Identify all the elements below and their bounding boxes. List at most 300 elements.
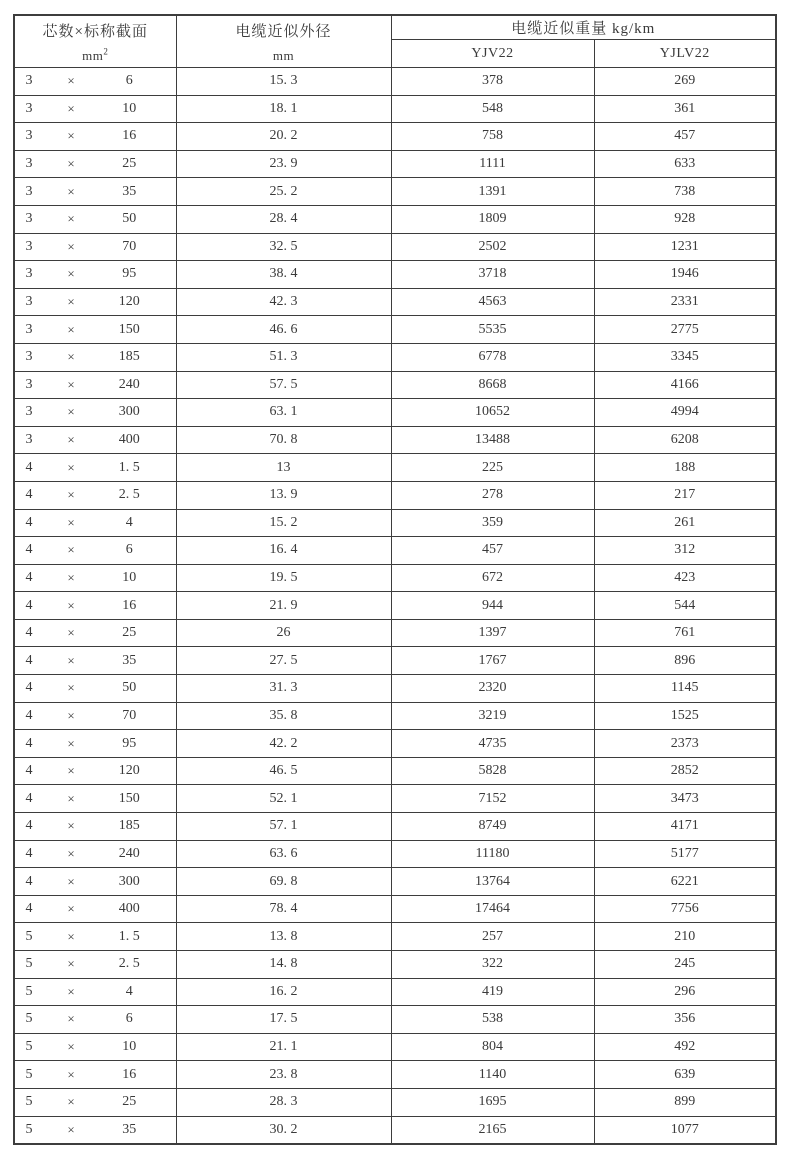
header-row-top [14, 15, 776, 40]
cell-weight-yjlv22: 245 [594, 951, 776, 979]
cell-outer-diameter: 17. 5 [176, 1006, 391, 1034]
cell-core-section [14, 509, 176, 537]
multiply-icon: × [67, 266, 75, 282]
header-yjlv22: YJLV22 [594, 40, 776, 68]
section-size: 6 [125, 1011, 133, 1027]
section-size: 95 [122, 266, 137, 282]
core-section-spec [15, 1122, 176, 1138]
multiply-icon: × [67, 901, 75, 917]
cell-weight-yjv22: 1695 [391, 1088, 594, 1116]
core-section-spec [15, 294, 176, 310]
cell-weight-yjlv22: 761 [594, 619, 776, 647]
section-size: 50 [122, 211, 137, 227]
section-size: 400 [118, 432, 140, 448]
core-section-unit-sup: 2 [103, 46, 109, 57]
cell-weight-yjv22: 257 [391, 923, 594, 951]
core-section-spec [15, 73, 176, 89]
cell-core-section [14, 619, 176, 647]
cell-outer-diameter: 20. 2 [176, 123, 391, 151]
cell-weight-yjv22: 2502 [391, 233, 594, 261]
section-size: 16 [122, 128, 137, 144]
multiply-icon: × [67, 983, 75, 999]
core-section-spec [15, 460, 176, 476]
core-count: 5 [25, 1011, 33, 1027]
table-row [14, 261, 776, 289]
cell-weight-yjv22: 758 [391, 123, 594, 151]
cell-outer-diameter: 57. 5 [176, 371, 391, 399]
cell-weight-yjv22: 8749 [391, 813, 594, 841]
cell-core-section [14, 1006, 176, 1034]
cell-core-section [14, 316, 176, 344]
section-size: 240 [118, 845, 140, 861]
table-row [14, 454, 776, 482]
core-section-spec [15, 128, 176, 144]
core-section-spec [15, 404, 176, 420]
core-count: 5 [25, 928, 33, 944]
section-size: 35 [122, 652, 137, 668]
section-size: 2. 5 [118, 956, 140, 972]
section-size: 300 [118, 873, 140, 889]
core-section-spec [15, 432, 176, 448]
core-count: 3 [25, 266, 33, 282]
cell-weight-yjlv22: 896 [594, 647, 776, 675]
table-row [14, 757, 776, 785]
core-count: 4 [25, 625, 33, 641]
section-size: 240 [118, 376, 140, 392]
cell-weight-yjv22: 4563 [391, 288, 594, 316]
table-row [14, 1033, 776, 1061]
core-count: 5 [25, 1039, 33, 1055]
section-size: 70 [122, 707, 137, 723]
multiply-icon: × [67, 1094, 75, 1110]
section-size: 70 [122, 238, 137, 254]
cell-weight-yjv22: 3219 [391, 702, 594, 730]
cell-weight-yjlv22: 261 [594, 509, 776, 537]
cell-outer-diameter: 63. 1 [176, 399, 391, 427]
cell-weight-yjv22: 1111 [391, 150, 594, 178]
cell-weight-yjv22: 1140 [391, 1061, 594, 1089]
table-row [14, 1116, 776, 1144]
cell-core-section [14, 288, 176, 316]
multiply-icon: × [67, 459, 75, 475]
cell-core-section [14, 978, 176, 1006]
core-count: 3 [25, 404, 33, 420]
cell-core-section [14, 675, 176, 703]
core-section-spec [15, 239, 176, 255]
cell-core-section [14, 951, 176, 979]
multiply-icon: × [67, 1011, 75, 1027]
cell-weight-yjv22: 322 [391, 951, 594, 979]
table-row [14, 426, 776, 454]
cell-core-section [14, 1088, 176, 1116]
core-count: 4 [25, 790, 33, 806]
core-count: 4 [25, 487, 33, 503]
multiply-icon: × [67, 818, 75, 834]
cell-outer-diameter: 78. 4 [176, 895, 391, 923]
multiply-icon: × [67, 652, 75, 668]
multiply-icon: × [67, 928, 75, 944]
cell-core-section [14, 730, 176, 758]
core-section-spec [15, 625, 176, 641]
cell-weight-yjlv22: 7756 [594, 895, 776, 923]
cell-outer-diameter: 46. 6 [176, 316, 391, 344]
cell-core-section [14, 233, 176, 261]
cell-weight-yjlv22: 2775 [594, 316, 776, 344]
cell-weight-yjlv22: 633 [594, 150, 776, 178]
table-row [14, 619, 776, 647]
cell-weight-yjlv22: 6208 [594, 426, 776, 454]
core-count: 5 [25, 1094, 33, 1110]
cell-outer-diameter: 13. 9 [176, 481, 391, 509]
cell-core-section [14, 647, 176, 675]
cell-weight-yjlv22: 899 [594, 1088, 776, 1116]
cell-core-section [14, 1061, 176, 1089]
multiply-icon: × [67, 376, 75, 392]
multiply-icon: × [67, 1066, 75, 1082]
core-count: 4 [25, 569, 33, 585]
multiply-icon: × [67, 707, 75, 723]
core-count: 3 [25, 100, 33, 116]
cell-core-section [14, 592, 176, 620]
multiply-icon: × [67, 432, 75, 448]
cell-weight-yjlv22: 423 [594, 564, 776, 592]
core-section-spec [15, 791, 176, 807]
section-size: 2. 5 [118, 487, 140, 503]
section-size: 10 [122, 569, 137, 585]
cell-weight-yjv22: 538 [391, 1006, 594, 1034]
core-section-spec [15, 736, 176, 752]
cell-weight-yjv22: 2165 [391, 1116, 594, 1144]
multiply-icon: × [67, 128, 75, 144]
cell-weight-yjv22: 419 [391, 978, 594, 1006]
table-row [14, 316, 776, 344]
cell-core-section [14, 399, 176, 427]
table-row [14, 1061, 776, 1089]
cell-weight-yjv22: 6778 [391, 343, 594, 371]
multiply-icon: × [67, 404, 75, 420]
core-section-spec [15, 1011, 176, 1027]
multiply-icon: × [67, 321, 75, 337]
multiply-icon: × [67, 569, 75, 585]
cell-weight-yjv22: 7152 [391, 785, 594, 813]
core-count: 4 [25, 845, 33, 861]
core-count: 5 [25, 983, 33, 999]
cell-outer-diameter: 21. 1 [176, 1033, 391, 1061]
core-section-spec [15, 874, 176, 890]
core-count: 4 [25, 735, 33, 751]
table-row [14, 205, 776, 233]
core-count: 4 [25, 514, 33, 530]
core-section-spec [15, 1067, 176, 1083]
cell-weight-yjlv22: 1231 [594, 233, 776, 261]
cell-weight-yjlv22: 361 [594, 95, 776, 123]
core-count: 3 [25, 128, 33, 144]
cell-weight-yjv22: 278 [391, 481, 594, 509]
cell-weight-yjv22: 3718 [391, 261, 594, 289]
cell-outer-diameter: 28. 3 [176, 1088, 391, 1116]
core-section-spec [15, 680, 176, 696]
multiply-icon: × [67, 73, 75, 89]
cell-weight-yjlv22: 1525 [594, 702, 776, 730]
core-section-spec [15, 846, 176, 862]
multiply-icon: × [67, 735, 75, 751]
section-size: 25 [122, 625, 137, 641]
core-section-spec [15, 984, 176, 1000]
table-header [14, 15, 776, 68]
header-outer-diameter [176, 15, 391, 68]
cell-weight-yjv22: 359 [391, 509, 594, 537]
table-row [14, 288, 776, 316]
cell-core-section [14, 895, 176, 923]
core-count: 5 [25, 1121, 33, 1137]
cell-weight-yjlv22: 356 [594, 1006, 776, 1034]
table-row [14, 95, 776, 123]
cell-weight-yjv22: 1397 [391, 619, 594, 647]
core-count: 4 [25, 680, 33, 696]
cell-weight-yjlv22: 2373 [594, 730, 776, 758]
cell-core-section [14, 454, 176, 482]
section-size: 95 [122, 735, 137, 751]
core-count: 3 [25, 432, 33, 448]
core-section-spec [15, 487, 176, 503]
cell-core-section [14, 481, 176, 509]
core-count: 4 [25, 763, 33, 779]
core-count: 4 [25, 901, 33, 917]
table-row [14, 564, 776, 592]
section-size: 4 [125, 514, 133, 530]
section-size: 16 [122, 597, 137, 613]
multiply-icon: × [67, 211, 75, 227]
core-section-spec [15, 708, 176, 724]
multiply-icon: × [67, 294, 75, 310]
cell-weight-yjlv22: 2852 [594, 757, 776, 785]
cell-core-section [14, 757, 176, 785]
section-size: 300 [118, 404, 140, 420]
cell-outer-diameter: 31. 3 [176, 675, 391, 703]
multiply-icon: × [67, 873, 75, 889]
cell-weight-yjlv22: 3345 [594, 343, 776, 371]
core-section-spec [15, 901, 176, 917]
header-outer-diameter-unit: mm [272, 47, 295, 63]
cell-weight-yjlv22: 210 [594, 923, 776, 951]
cell-outer-diameter: 14. 8 [176, 951, 391, 979]
section-size: 4 [125, 983, 133, 999]
cell-weight-yjlv22: 269 [594, 68, 776, 96]
section-size: 185 [118, 349, 140, 365]
cell-weight-yjlv22: 4994 [594, 399, 776, 427]
cell-weight-yjlv22: 492 [594, 1033, 776, 1061]
cell-weight-yjlv22: 544 [594, 592, 776, 620]
header-core-section-title: 芯数×标称截面 [42, 23, 148, 40]
section-size: 400 [118, 901, 140, 917]
table-row [14, 813, 776, 841]
core-count: 3 [25, 156, 33, 172]
section-size: 1. 5 [118, 928, 140, 944]
cell-outer-diameter: 23. 8 [176, 1061, 391, 1089]
section-size: 185 [118, 818, 140, 834]
cell-weight-yjv22: 2320 [391, 675, 594, 703]
cell-weight-yjv22: 5828 [391, 757, 594, 785]
cell-outer-diameter: 52. 1 [176, 785, 391, 813]
table-body [14, 68, 776, 1144]
core-section-spec [15, 818, 176, 834]
core-count: 3 [25, 294, 33, 310]
cell-weight-yjlv22: 639 [594, 1061, 776, 1089]
table-row [14, 399, 776, 427]
core-section-spec [15, 322, 176, 338]
core-count: 4 [25, 459, 33, 475]
cell-weight-yjv22: 804 [391, 1033, 594, 1061]
cell-weight-yjlv22: 4166 [594, 371, 776, 399]
cell-outer-diameter: 16. 2 [176, 978, 391, 1006]
table-row [14, 647, 776, 675]
section-size: 10 [122, 100, 137, 116]
core-count: 5 [25, 956, 33, 972]
cell-outer-diameter: 19. 5 [176, 564, 391, 592]
cell-outer-diameter: 42. 3 [176, 288, 391, 316]
core-section-spec [15, 598, 176, 614]
core-count: 4 [25, 652, 33, 668]
cell-core-section [14, 813, 176, 841]
section-size: 25 [122, 156, 137, 172]
multiply-icon: × [67, 625, 75, 641]
cell-weight-yjlv22: 1145 [594, 675, 776, 703]
core-section-spec [15, 653, 176, 669]
table-row [14, 178, 776, 206]
core-count: 4 [25, 597, 33, 613]
core-count: 3 [25, 376, 33, 392]
cell-core-section [14, 95, 176, 123]
cell-outer-diameter: 26 [176, 619, 391, 647]
cell-outer-diameter: 15. 3 [176, 68, 391, 96]
cell-core-section [14, 426, 176, 454]
cell-weight-yjv22: 672 [391, 564, 594, 592]
table-row [14, 730, 776, 758]
cell-core-section [14, 1033, 176, 1061]
cell-weight-yjlv22: 6221 [594, 868, 776, 896]
multiply-icon: × [67, 183, 75, 199]
cell-outer-diameter: 25. 2 [176, 178, 391, 206]
table-row [14, 509, 776, 537]
cell-weight-yjv22: 13764 [391, 868, 594, 896]
cell-weight-yjlv22: 738 [594, 178, 776, 206]
table-row [14, 592, 776, 620]
table-row [14, 978, 776, 1006]
cell-core-section [14, 840, 176, 868]
cell-weight-yjlv22: 296 [594, 978, 776, 1006]
multiply-icon: × [67, 100, 75, 116]
core-count: 4 [25, 707, 33, 723]
header-yjv22: YJV22 [391, 40, 594, 68]
core-section-spec [15, 101, 176, 117]
table-row [14, 1006, 776, 1034]
cell-weight-yjlv22: 457 [594, 123, 776, 151]
cell-weight-yjv22: 17464 [391, 895, 594, 923]
header-core-section [14, 15, 176, 68]
section-size: 35 [122, 1121, 137, 1137]
cell-weight-yjv22: 1767 [391, 647, 594, 675]
cell-core-section [14, 868, 176, 896]
cell-weight-yjv22: 548 [391, 95, 594, 123]
cell-core-section [14, 702, 176, 730]
table-row [14, 702, 776, 730]
section-size: 35 [122, 183, 137, 199]
multiply-icon: × [67, 597, 75, 613]
section-size: 6 [125, 542, 133, 558]
core-count: 3 [25, 321, 33, 337]
table-row [14, 895, 776, 923]
cable-spec-table [13, 14, 777, 1145]
table-row [14, 371, 776, 399]
core-section-spec [15, 929, 176, 945]
core-section-spec [15, 956, 176, 972]
table-row [14, 343, 776, 371]
cell-weight-yjlv22: 2331 [594, 288, 776, 316]
core-count: 3 [25, 238, 33, 254]
cell-weight-yjv22: 8668 [391, 371, 594, 399]
section-size: 25 [122, 1094, 137, 1110]
cell-weight-yjlv22: 188 [594, 454, 776, 482]
section-size: 6 [125, 73, 133, 89]
core-section-spec [15, 515, 176, 531]
table-row [14, 68, 776, 96]
table-row [14, 675, 776, 703]
cell-core-section [14, 537, 176, 565]
cell-outer-diameter: 42. 2 [176, 730, 391, 758]
core-count: 5 [25, 1066, 33, 1082]
cell-weight-yjlv22: 5177 [594, 840, 776, 868]
multiply-icon: × [67, 763, 75, 779]
cell-outer-diameter: 21. 9 [176, 592, 391, 620]
cell-core-section [14, 923, 176, 951]
cell-weight-yjlv22: 1077 [594, 1116, 776, 1144]
cell-weight-yjv22: 944 [391, 592, 594, 620]
cell-weight-yjlv22: 3473 [594, 785, 776, 813]
table-row [14, 785, 776, 813]
cell-outer-diameter: 70. 8 [176, 426, 391, 454]
core-section-spec [15, 349, 176, 365]
cell-outer-diameter: 63. 6 [176, 840, 391, 868]
table-row [14, 840, 776, 868]
core-section-spec [15, 156, 176, 172]
cell-weight-yjv22: 1391 [391, 178, 594, 206]
core-section-spec [15, 542, 176, 558]
section-size: 16 [122, 1066, 137, 1082]
header-outer-diameter-title: 电缆近似外径 [235, 23, 332, 40]
core-count: 4 [25, 542, 33, 558]
cell-weight-yjv22: 378 [391, 68, 594, 96]
cell-outer-diameter: 18. 1 [176, 95, 391, 123]
cell-outer-diameter: 69. 8 [176, 868, 391, 896]
multiply-icon: × [67, 790, 75, 806]
table-row [14, 123, 776, 151]
multiply-icon: × [67, 1039, 75, 1055]
core-count: 4 [25, 818, 33, 834]
cell-weight-yjv22: 13488 [391, 426, 594, 454]
multiply-icon: × [67, 349, 75, 365]
core-count: 3 [25, 73, 33, 89]
cell-weight-yjv22: 4735 [391, 730, 594, 758]
core-section-spec [15, 266, 176, 282]
table-row [14, 868, 776, 896]
cell-weight-yjlv22: 928 [594, 205, 776, 233]
header-outer-diameter-lines [177, 16, 391, 67]
header-weight-group: 电缆近似重量 kg/km [391, 15, 776, 40]
core-section-spec [15, 570, 176, 586]
core-section-spec [15, 211, 176, 227]
cell-outer-diameter: 13. 8 [176, 923, 391, 951]
cell-weight-yjv22: 10652 [391, 399, 594, 427]
